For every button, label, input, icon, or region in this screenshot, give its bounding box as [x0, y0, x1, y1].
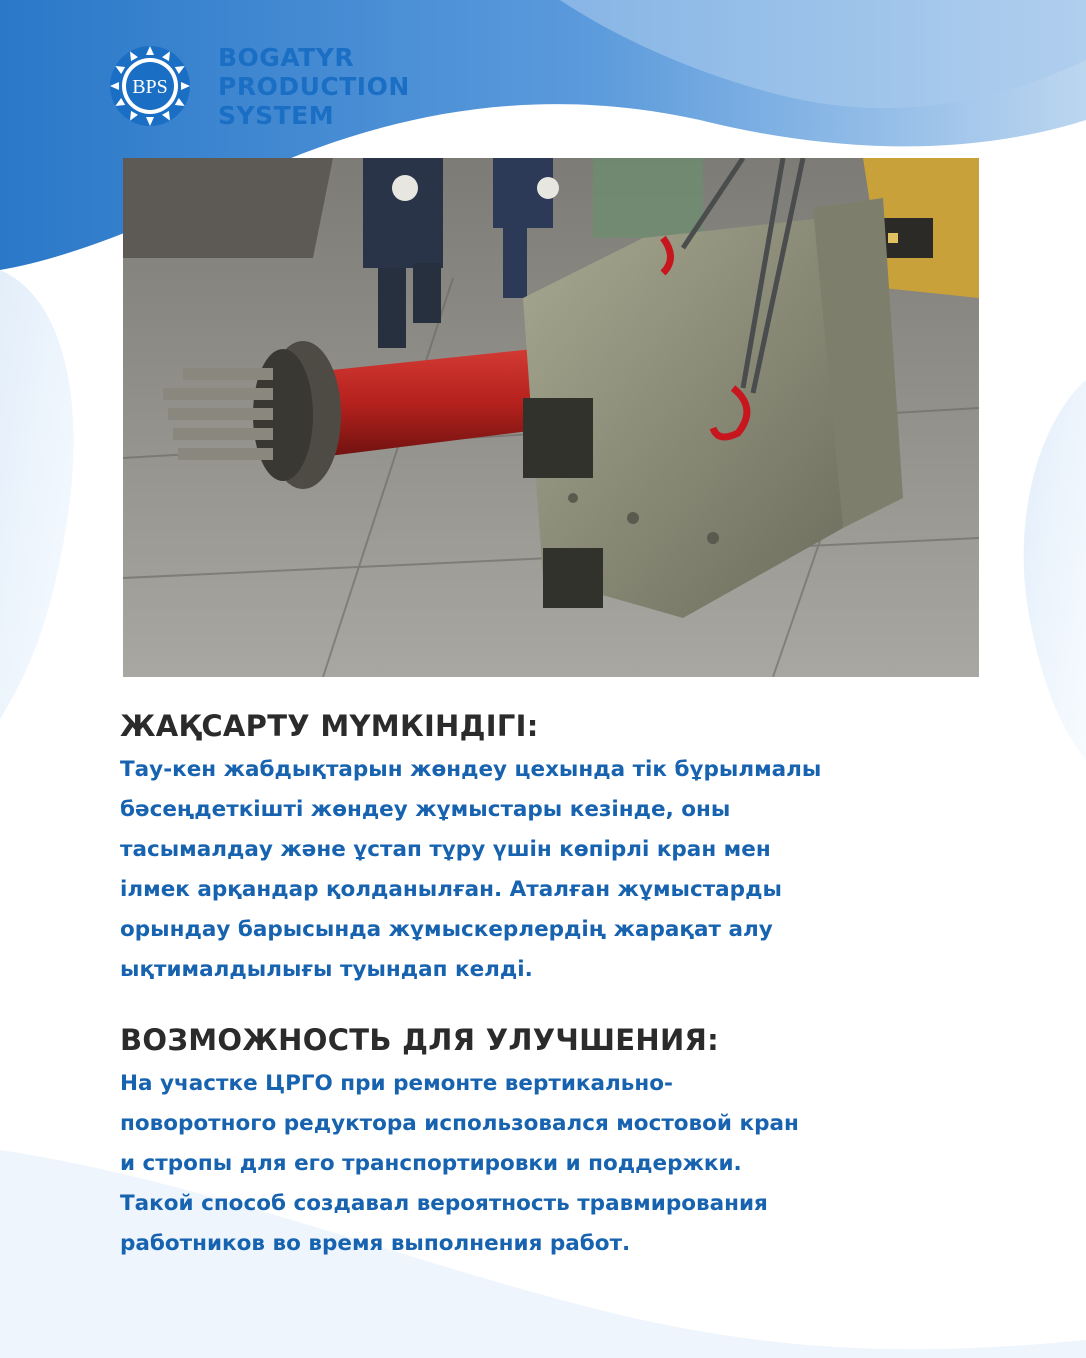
- section-kazakh: [120, 706, 970, 990]
- bps-gear-logo-icon: [104, 40, 196, 132]
- kz-line-1: Тау-кен жабдықтарын жөндеу цехында тік бұрылмалы: [120, 757, 822, 782]
- kz-line-3: тасымалдау және ұстап тұру үшін көпірлі кран мен: [120, 837, 771, 862]
- brand-name: [218, 43, 410, 130]
- kz-line-5: орындау барысында жұмыскерлердің жарақат алу: [120, 917, 773, 942]
- ru-line-1: На участке ЦРГО при ремонте вертикально-: [120, 1071, 673, 1096]
- ru-line-5: работников во время выполнения работ.: [120, 1231, 631, 1256]
- brand-name-line-2: PRODUCTION: [218, 71, 410, 101]
- kz-line-6: ықтималдылығы туындап келді.: [120, 957, 533, 982]
- paragraph-russian: [120, 1064, 970, 1264]
- paragraph-kazakh: [120, 750, 970, 990]
- kz-line-2: бәсеңдеткішті жөндеу жұмыстары кезінде, оны: [120, 797, 731, 822]
- heading-russian: ВОЗМОЖНОСТЬ ДЛЯ УЛУЧШЕНИЯ:: [120, 1023, 720, 1057]
- ru-line-4: Такой способ создавал вероятность травмирования: [120, 1191, 768, 1216]
- photo-illustration: [123, 158, 979, 677]
- logo-letters: BPS: [132, 76, 168, 98]
- heading-kazakh: ЖАҚСАРТУ МҮМКІНДІГІ:: [120, 709, 539, 743]
- ru-line-3: и стропы для его транспортировки и поддержки.: [120, 1151, 742, 1176]
- equipment-photo: [123, 158, 979, 677]
- brand-name-line-1: BOGATYR: [218, 42, 355, 72]
- ru-line-2: поворотного редуктора использовался мостовой кран: [120, 1111, 799, 1136]
- brand-name-line-3: SYSTEM: [218, 100, 335, 130]
- kz-line-4: ілмек арқандар қолданылған. Аталған жұмыстарды: [120, 877, 782, 902]
- brand-logo: [104, 30, 434, 142]
- section-russian: [120, 1020, 970, 1264]
